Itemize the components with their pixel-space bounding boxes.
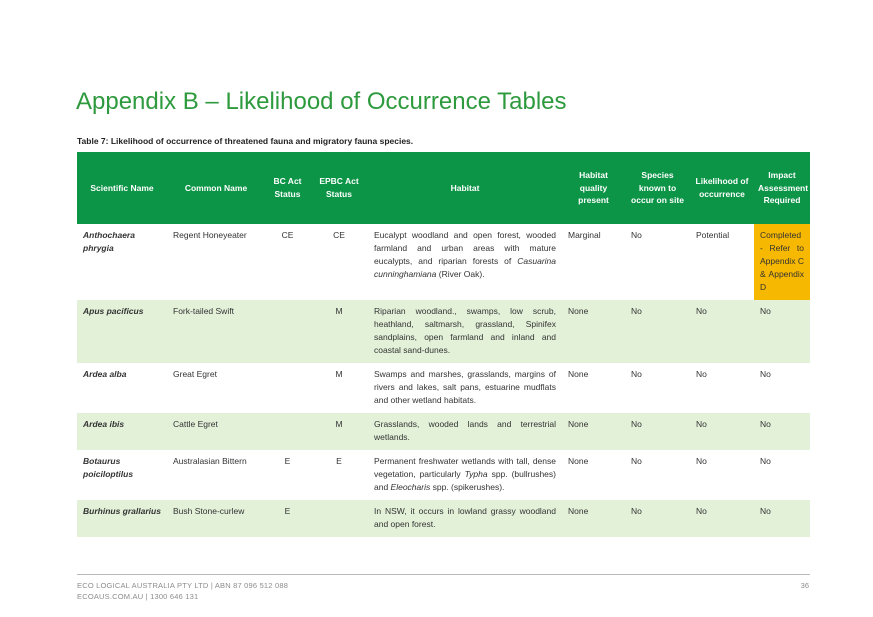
known-on-site-cell: No	[631, 456, 642, 466]
habitat-cell	[368, 224, 562, 300]
habitat-cell: Swamps and marshes, grasslands, margins of rivers and lakes, salt pans, estuarine mudflats and other wetland habitats.	[374, 369, 556, 405]
scientific-name-cell: Apus pacificus	[77, 300, 167, 363]
bc-status-cell: CE	[281, 230, 294, 240]
header-habitat: Habitat	[368, 152, 562, 224]
common-name-cell: Fork-tailed Swift	[167, 300, 265, 363]
known-on-site-cell: No	[625, 500, 690, 537]
impact-assessment-cell: No	[760, 369, 771, 379]
habitat-quality-cell: None	[568, 456, 589, 466]
likelihood-cell: Potential	[696, 230, 730, 240]
scientific-name-cell: Burhinus grallarius	[77, 500, 167, 537]
likelihood-cell: No	[690, 300, 754, 363]
bc-status-cell	[265, 300, 310, 363]
footer-web: ECOAUS.COM.AU | 1300 646 131	[77, 592, 199, 601]
habitat-quality-cell: Marginal	[568, 230, 601, 240]
header-scientific-name: Scientific Name	[77, 152, 167, 224]
impact-assessment-cell: No	[754, 413, 810, 450]
epbc-status-cell: M	[335, 369, 343, 379]
epbc-status-cell: E	[336, 456, 342, 466]
table-caption: Table 7: Likelihood of occurrence of threatened fauna and migratory fauna species.	[77, 136, 414, 146]
habitat-text: (River Oak).	[436, 269, 485, 279]
habitat-cell: In NSW, it occurs in lowland grassy woodland and open forest.	[368, 500, 562, 537]
habitat-text: spp. (bullrushes) and	[374, 469, 556, 492]
impact-assessment-cell: Completed - Refer to Appendix C & Appendix D	[754, 224, 810, 300]
habitat-quality-cell: None	[562, 413, 625, 450]
habitat-taxon: Casuarina cunninghamiana	[374, 256, 556, 279]
impact-assessment-cell: No	[760, 456, 771, 466]
bc-status-cell	[265, 413, 310, 450]
table-row	[77, 500, 810, 537]
likelihood-table	[77, 152, 810, 537]
scientific-name-cell: Ardea ibis	[77, 413, 167, 450]
page-number: 36	[800, 581, 809, 590]
common-name-cell: Cattle Egret	[167, 413, 265, 450]
habitat-cell: Riparian woodland., swamps, low scrub, heathland, saltmarsh, grassland, Spinifex sandplains, open farmland and inland and coastal sand-dunes.	[368, 300, 562, 363]
scientific-name-cell: Ardea alba	[83, 369, 127, 379]
table-row	[77, 300, 810, 363]
bc-status-cell: E	[265, 500, 310, 537]
common-name-cell: Australasian Bittern	[173, 456, 247, 466]
habitat-quality-cell: None	[562, 500, 625, 537]
known-on-site-cell: No	[631, 369, 642, 379]
header-impact-assessment: Impact Assessment Required	[754, 152, 810, 224]
scientific-name-cell: Botaurus poiciloptilus	[83, 456, 134, 479]
known-on-site-cell: No	[631, 230, 642, 240]
likelihood-cell: No	[690, 500, 754, 537]
habitat-quality-cell: None	[568, 369, 589, 379]
common-name-cell: Great Egret	[173, 369, 217, 379]
epbc-status-cell: M	[310, 413, 368, 450]
habitat-taxon: Typha	[464, 469, 488, 479]
habitat-cell: Grasslands, wooded lands and terrestrial wetlands.	[368, 413, 562, 450]
table-row	[77, 363, 810, 413]
habitat-quality-cell: None	[562, 300, 625, 363]
epbc-status-cell: CE	[333, 230, 345, 240]
epbc-status-cell	[310, 500, 368, 537]
header-epbc-act-status: EPBC Act Status	[310, 152, 368, 224]
known-on-site-cell: No	[625, 300, 690, 363]
bc-status-cell	[265, 363, 310, 413]
common-name-cell: Regent Honeyeater	[173, 230, 247, 240]
impact-assessment-cell: No	[754, 300, 810, 363]
header-habitat-quality: Habitat quality present	[562, 152, 625, 224]
table-row	[77, 413, 810, 450]
likelihood-cell: No	[696, 456, 707, 466]
header-likelihood: Likelihood of occurrence	[690, 152, 754, 224]
header-bc-act-status: BC Act Status	[265, 152, 310, 224]
habitat-text: Eucalypt woodland and open forest, wooded farmland and urban areas with mature eucalypts, and riparian forests of	[374, 230, 556, 266]
known-on-site-cell: No	[625, 413, 690, 450]
epbc-status-cell: M	[310, 300, 368, 363]
bc-status-cell: E	[284, 456, 291, 466]
table-row	[77, 450, 810, 500]
footer-company: ECO LOGICAL AUSTRALIA PTY LTD | ABN 87 096 512 088	[77, 581, 289, 590]
habitat-cell	[368, 450, 562, 500]
impact-assessment-cell: No	[754, 500, 810, 537]
habitat-taxon: Eleocharis	[390, 482, 431, 492]
likelihood-cell: No	[696, 369, 707, 379]
common-name-cell: Bush Stone-curlew	[167, 500, 265, 537]
table-row	[77, 224, 810, 300]
footer-divider	[77, 574, 810, 575]
scientific-name-cell: Anthochaera phrygia	[83, 230, 135, 253]
habitat-text: Permanent freshwater wetlands with tall, dense vegetation, particularly	[374, 456, 556, 479]
page-title: Appendix B – Likelihood of Occurrence Tables	[76, 88, 567, 115]
habitat-text: spp. (spikerushes).	[430, 482, 505, 492]
likelihood-cell: No	[690, 413, 754, 450]
header-species-known: Species known to occur on site	[625, 152, 690, 224]
table-header-row	[77, 152, 810, 224]
header-common-name: Common Name	[167, 152, 265, 224]
